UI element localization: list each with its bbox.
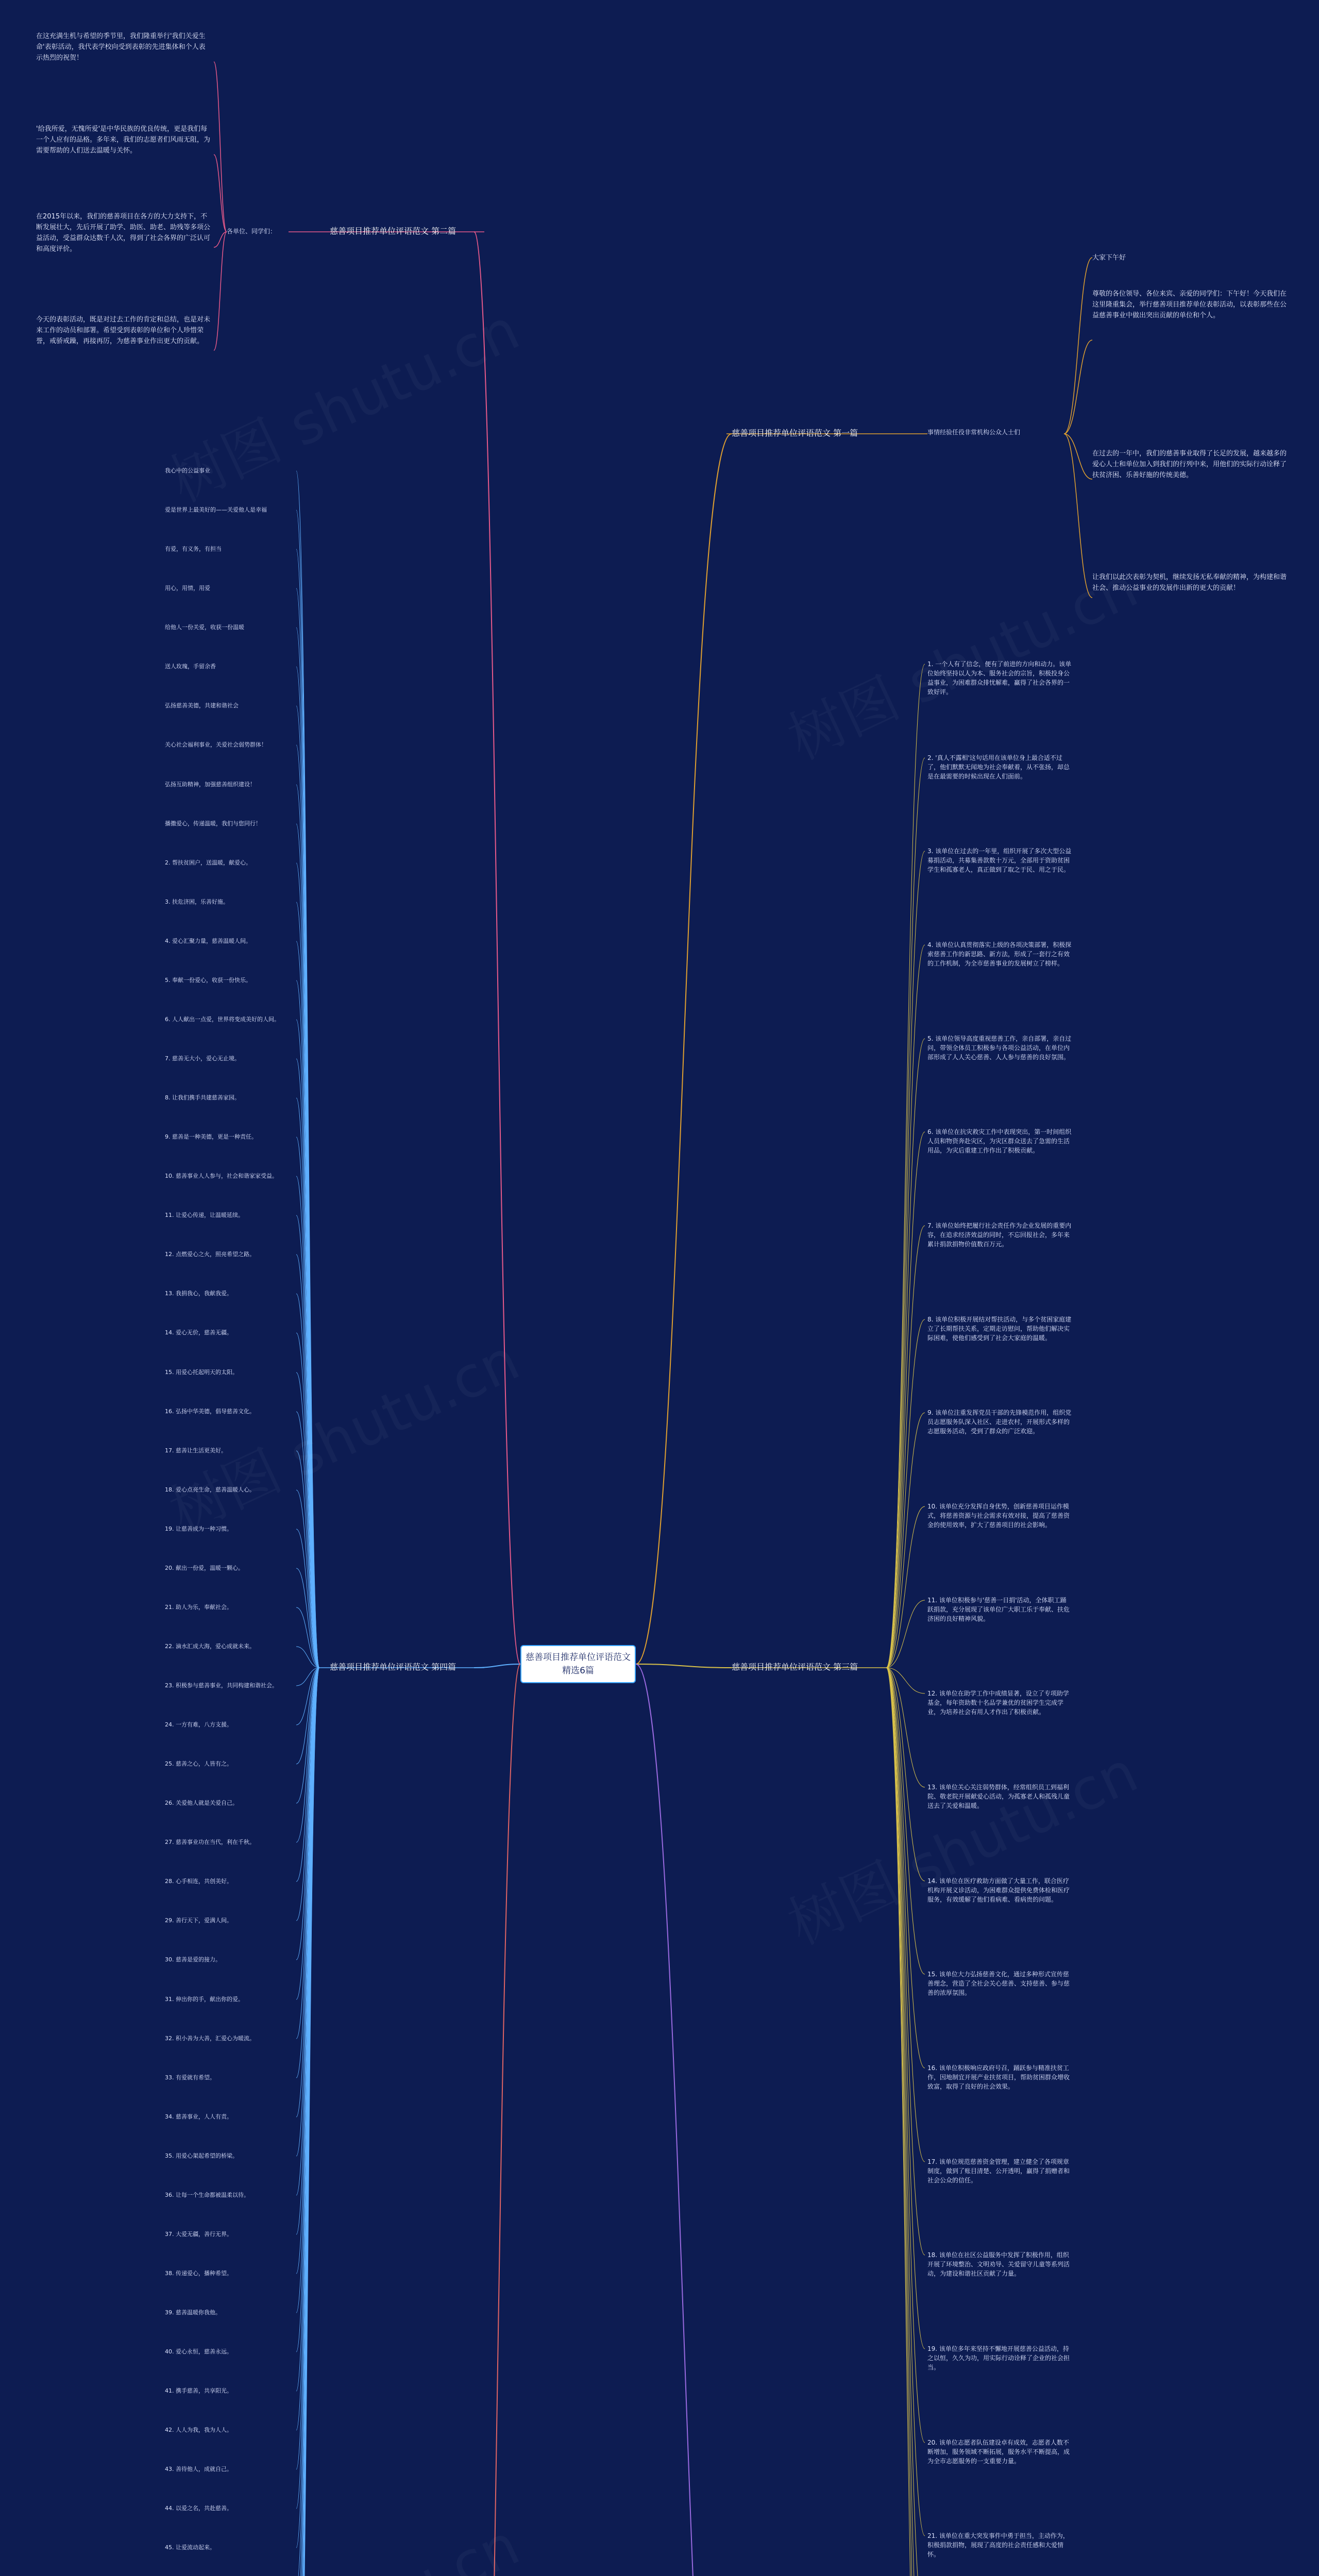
list-item: 爱是世界上最美好的——关爱他人是幸福 <box>165 506 267 513</box>
list-item: 11. 该单位积极参与'慈善一日捐'活动，全体职工踊跃捐款，充分展现了该单位广大职工乐于奉献、扶危济困的良好精神风貌。 <box>927 1597 1070 1622</box>
list-item: 3. 扶危济困，乐善好施。 <box>165 899 229 905</box>
connector-line <box>1064 258 1092 434</box>
list-item: 33. 有爱就有希望。 <box>165 2074 215 2081</box>
list-item: 13. 我捐我心，我献我爱。 <box>165 1290 232 1297</box>
connector-line <box>886 664 925 1668</box>
list-item: 4. 该单位认真贯彻落实上级的各项决策部署，积极探索慈善工作的新思路、新方法，形成了一套行之有效的工作机制，为全市慈善事业的发展树立了榜样。 <box>927 941 1072 967</box>
list-item: 16. 该单位积极响应政府号召，踊跃参与精准扶贫工作，因地制宜开展产业扶贫项目，帮助贫困群众增收致富，取得了良好的社会效果。 <box>927 2064 1070 2090</box>
list-item: 22. 滴水汇成大海，爱心成就未来。 <box>165 1643 255 1650</box>
list-item: 弘扬慈善美德，共建和谐社会 <box>165 702 239 709</box>
list-item: 14. 爱心无价，慈善无疆。 <box>165 1329 232 1336</box>
list-item: 19. 该单位多年来坚持不懈地开展慈善公益活动，持之以恒，久久为功，用实际行动诠释了企业的社会担当。 <box>927 2345 1070 2371</box>
branch-2-note-3: 在2015年以来，我们的慈善项目在各方的大力支持下，不断发展壮大，先后开展了助学、助医、助老、助残等多项公益活动，受益群众达数千人次，得到了社会各界的广泛认可和高度评价。 <box>36 213 211 253</box>
list-item: 28. 心手相连，共创美好。 <box>165 1878 232 1885</box>
list-item: 用心，用情，用爱 <box>165 585 210 591</box>
branch-1-note-3: 在过去的一年中，我们的慈善事业取得了长足的发展，越来越多的爱心人士和单位加入到我们的行列中来，用他们的实际行动诠释了扶贫济困、乐善好施的传统美德。 <box>1092 450 1287 479</box>
list-item: 41. 携手慈善，共享阳光。 <box>165 2387 232 2394</box>
connector-line <box>886 945 925 1668</box>
list-item: 15. 该单位大力弘扬慈善文化，通过多种形式宣传慈善理念，营造了全社会关心慈善、支持慈善、参与慈善的浓厚氛围。 <box>927 1971 1070 1996</box>
list-item: 8. 让我们携手共建慈善家园。 <box>165 1094 240 1101</box>
list-item: 3. 该单位在过去的一年里，组织开展了多次大型公益募捐活动，共募集善款数十万元，全部用于资助贫困学生和孤寡老人，真正做到了取之于民、用之于民。 <box>927 848 1072 873</box>
connector-line <box>886 1039 925 1668</box>
list-item: 6. 该单位在抗灾救灾工作中表现突出，第一时间组织人员和物资奔赴灾区，为灾区群众送去了急需的生活用品，为灾后重建工作作出了积极贡献。 <box>927 1128 1072 1154</box>
list-item: 36. 让每一个生命都被温柔以待。 <box>165 2192 249 2198</box>
list-item: 送人玫瑰，手留余香 <box>165 663 216 670</box>
list-item: 关心社会福利事业，关爱社会弱势群体！ <box>165 741 267 748</box>
branch-3-label[interactable]: 慈善项目推荐单位评语范文 第三篇 <box>732 1662 858 1672</box>
connector-line <box>886 1668 925 2576</box>
branch-2-note-1: 在这充满生机与希望的季节里，我们隆重举行'我们关爱生命'表彰活动，我代表学校向受到表彰的先进集体和个人表示热烈的祝贺！ <box>36 32 206 62</box>
list-item: 18. 爱心点亮生命，慈善温暖人心。 <box>165 1486 255 1493</box>
list-item: 39. 慈善温暖你我他。 <box>165 2309 221 2316</box>
list-item: 21. 助人为乐，奉献社会。 <box>165 1604 232 1611</box>
list-item: 43. 善待他人，成就自己。 <box>165 2466 232 2472</box>
connector-line <box>296 1668 319 2469</box>
list-item: 4. 爱心汇聚力量，慈善温暖人间。 <box>165 938 251 944</box>
list-item: 1. 一个人有了信念，便有了前进的方向和动力。该单位始终坚持以人为本、服务社会的宗旨，积极投身公益事业，为困难群众排忧解难，赢得了社会各界的一致好评。 <box>927 660 1072 696</box>
list-item: 我心中的公益事业 <box>165 467 210 474</box>
branch-4-label[interactable]: 慈善项目推荐单位评语范文 第四篇 <box>330 1662 456 1672</box>
list-item: 给他人一份关爱，收获一份温暖 <box>165 624 244 631</box>
list-item: 35. 用爱心架起希望的桥梁。 <box>165 2153 238 2159</box>
branch-2-note-2: '给我所爱，无愧所爱'是中华民族的优良传统，更是我们每一个人应有的品格。多年来，我们的志愿者们风雨无阻，为需要帮助的人们送去温暖与关怀。 <box>36 125 211 155</box>
connector-line <box>474 1664 520 1668</box>
connector-line <box>214 232 227 247</box>
list-item: 7. 慈善无大小，爱心无止境。 <box>165 1055 240 1062</box>
list-item: 25. 慈善之心，人皆有之。 <box>165 1760 232 1767</box>
list-item: 24. 一方有难，八方支援。 <box>165 1721 232 1728</box>
connector-line <box>636 434 732 1664</box>
list-item: 20. 献出一份爱，温暖一颗心。 <box>165 1565 244 1571</box>
list-item: 弘扬互助精神，加强慈善组织建设！ <box>165 781 256 788</box>
list-item: 17. 慈善让生活更美好。 <box>165 1447 227 1454</box>
list-item: 45. 让爱流动起来。 <box>165 2544 215 2551</box>
list-item: 8. 该单位积极开展结对帮扶活动，与多个贫困家庭建立了长期帮扶关系，定期走访慰问，帮助他们解决实际困难，使他们感受到了社会大家庭的温暖。 <box>927 1316 1072 1342</box>
list-item: 5. 奉献一份爱心，收获一份快乐。 <box>165 977 251 984</box>
list-item: 12. 点燃爱心之火，照亮希望之路。 <box>165 1251 255 1258</box>
list-item: 18. 该单位在社区公益服务中发挥了积极作用，组织开展了环境整治、文明劝导、关爱留守儿童等系列活动，为建设和谐社区贡献了力量。 <box>927 2251 1070 2277</box>
list-item: 30. 慈善是爱的接力。 <box>165 1956 221 1963</box>
list-item: 播撒爱心，传递温暖，我们与您同行！ <box>165 820 261 827</box>
connector-line <box>296 745 319 1668</box>
list-item: 10. 该单位充分发挥自身优势，创新慈善项目运作模式，将慈善资源与社会需求有效对接，提高了慈善资金的使用效率，扩大了慈善项目的社会影响。 <box>927 1503 1070 1529</box>
branch-2-note-4: 今天的表彰活动，既是对过去工作的肯定和总结，也是对未来工作的动员和部署。希望受到表彰的单位和个人珍惜荣誉，戒骄戒躁，再接再厉，为慈善事业作出更大的贡献。 <box>36 316 211 345</box>
connector-line <box>214 155 227 232</box>
branch-1-leaf: 事情经验任役非常机构公众人士们 <box>927 429 1021 436</box>
list-item: 40. 爱心永恒，慈善永远。 <box>165 2348 232 2355</box>
list-item: 27. 慈善事业功在当代，利在千秋。 <box>165 1839 255 1845</box>
list-item: 29. 善行天下，爱满人间。 <box>165 1917 232 1924</box>
list-item: 34. 慈善事业，人人有责。 <box>165 2113 232 2120</box>
list-item: 11. 让爱心传递，让温暖延续。 <box>165 1212 244 1218</box>
connector-line <box>214 62 227 232</box>
connector-line <box>886 1226 925 1668</box>
list-item: 14. 该单位在医疗救助方面做了大量工作，联合医疗机构开展义诊活动，为困难群众提供免费体检和医疗服务，有效缓解了他们看病难、看病贵的问题。 <box>927 1877 1070 1903</box>
connector-line <box>296 902 319 1668</box>
branch-2-label[interactable]: 慈善项目推荐单位评语范文 第二篇 <box>330 226 456 236</box>
list-item: 15. 用爱心托起明天的太阳。 <box>165 1369 238 1376</box>
list-item: 37. 大爱无疆，善行无界。 <box>165 2231 232 2238</box>
list-item: 有爱，有义务，有担当 <box>165 546 222 552</box>
list-item: 9. 慈善是一种美德，更是一种责任。 <box>165 1133 257 1140</box>
connector-line <box>886 1319 925 1668</box>
list-item: 38. 传递爱心，播种希望。 <box>165 2270 232 2277</box>
list-item: 26. 关爱他人就是关爱自己。 <box>165 1800 238 1806</box>
connector-line <box>1064 340 1092 434</box>
list-item: 9. 该单位注重发挥党员干部的先锋模范作用，组织党员志愿服务队深入社区、走进农村，开展形式多样的志愿服务活动，受到了群众的广泛欢迎。 <box>927 1409 1072 1435</box>
connector-line <box>886 1668 925 2576</box>
connector-line <box>636 1664 732 2576</box>
connector-line <box>474 1664 520 2576</box>
connector-line <box>886 1668 925 2576</box>
branch-1-note-4: 让我们以此次表彰为契机，继续发扬无私奉献的精神，为构建和谐社会、推动公益事业的发展作出新的更大的贡献！ <box>1092 573 1287 592</box>
connector-line <box>296 863 319 1668</box>
list-item: 2. 帮扶贫困户，送温暖，献爱心。 <box>165 859 251 866</box>
list-item: 17. 该单位规范慈善资金管理，建立健全了各项规章制度，做到了账目清楚、公开透明，赢得了捐赠者和社会公众的信任。 <box>927 2158 1070 2184</box>
list-item: 20. 该单位志愿者队伍建设卓有成效，志愿者人数不断增加，服务领域不断拓展，服务水平不断提高，成为全市志愿服务的一支重要力量。 <box>927 2439 1070 2465</box>
branch-1-note-1: 大家下午好 <box>1092 254 1126 262</box>
list-item: 16. 弘扬中华美德，倡导慈善文化。 <box>165 1408 255 1415</box>
list-item: 13. 该单位关心关注弱势群体，经常组织员工到福利院、敬老院开展献爱心活动，为孤寡老人和孤残儿童送去了关爱和温暖。 <box>927 1784 1070 1809</box>
list-item: 6. 人人献出一点爱，世界将变成美好的人间。 <box>165 1016 280 1023</box>
list-item: 12. 该单位在助学工作中成绩显著，设立了专项助学基金，每年资助数十名品学兼优的贫困学生完成学业，为培养社会有用人才作出了积极贡献。 <box>927 1690 1069 1716</box>
connector-line <box>474 232 520 1664</box>
list-item: 42. 人人为我，我为人人。 <box>165 2427 232 2433</box>
connector-line <box>886 851 925 1668</box>
branch-2-leaf: 各单位、同学们： <box>227 228 277 235</box>
list-item: 5. 该单位领导高度重视慈善工作，亲自部署，亲自过问，带领全体员工积极参与各项公益活动，在单位内部形成了人人关心慈善、人人参与慈善的良好氛围。 <box>927 1035 1072 1061</box>
connector-line <box>214 232 227 350</box>
list-item: 7. 该单位始终把履行社会责任作为企业发展的重要内容，在追求经济效益的同时，不忘回报社会，多年来累计捐款捐物价值数百万元。 <box>927 1222 1072 1248</box>
connector-line <box>886 1668 925 2576</box>
list-item: 19. 让慈善成为一种习惯。 <box>165 1526 232 1532</box>
root-topic[interactable]: 慈善项目推荐单位评语范文精选6篇 <box>520 1645 636 1683</box>
list-item: 44. 以爱之名，共赴慈善。 <box>165 2505 232 2512</box>
connector-line <box>636 1664 732 1668</box>
branch-1-note-2: 尊敬的各位领导、各位来宾、亲爱的同学们：下午好！今天我们在这里隆重集会，举行慈善项目推荐单位表彰活动，以表彰那些在公益慈善事业中做出突出贡献的单位和个人。 <box>1092 290 1287 319</box>
list-item: 32. 积小善为大善，汇爱心为暖流。 <box>165 2035 255 2042</box>
branch-1-label[interactable]: 慈善项目推荐单位评语范文 第一篇 <box>732 428 858 438</box>
connector-line <box>296 1668 319 2430</box>
connector-line <box>886 1668 925 2255</box>
connector-line <box>886 758 925 1668</box>
list-item: 31. 伸出你的手，献出你的爱。 <box>165 1996 244 2003</box>
list-item: 10. 慈善事业人人参与，社会和谐家家受益。 <box>165 1173 278 1179</box>
list-item: 21. 该单位在重大突发事件中勇于担当，主动作为，积极捐款捐物，展现了高度的社会责任感和大爱情怀。 <box>927 2532 1069 2558</box>
list-item: 23. 积极参与慈善事业，共同构建和谐社会。 <box>165 1682 278 1689</box>
list-item: 2. '真人不露相'这句话用在该单位身上最合适不过了，他们默默无闻地为社会奉献着，从不张扬，却总是在最需要的时候出现在人们面前。 <box>927 754 1070 780</box>
connector-line <box>886 1668 925 2536</box>
